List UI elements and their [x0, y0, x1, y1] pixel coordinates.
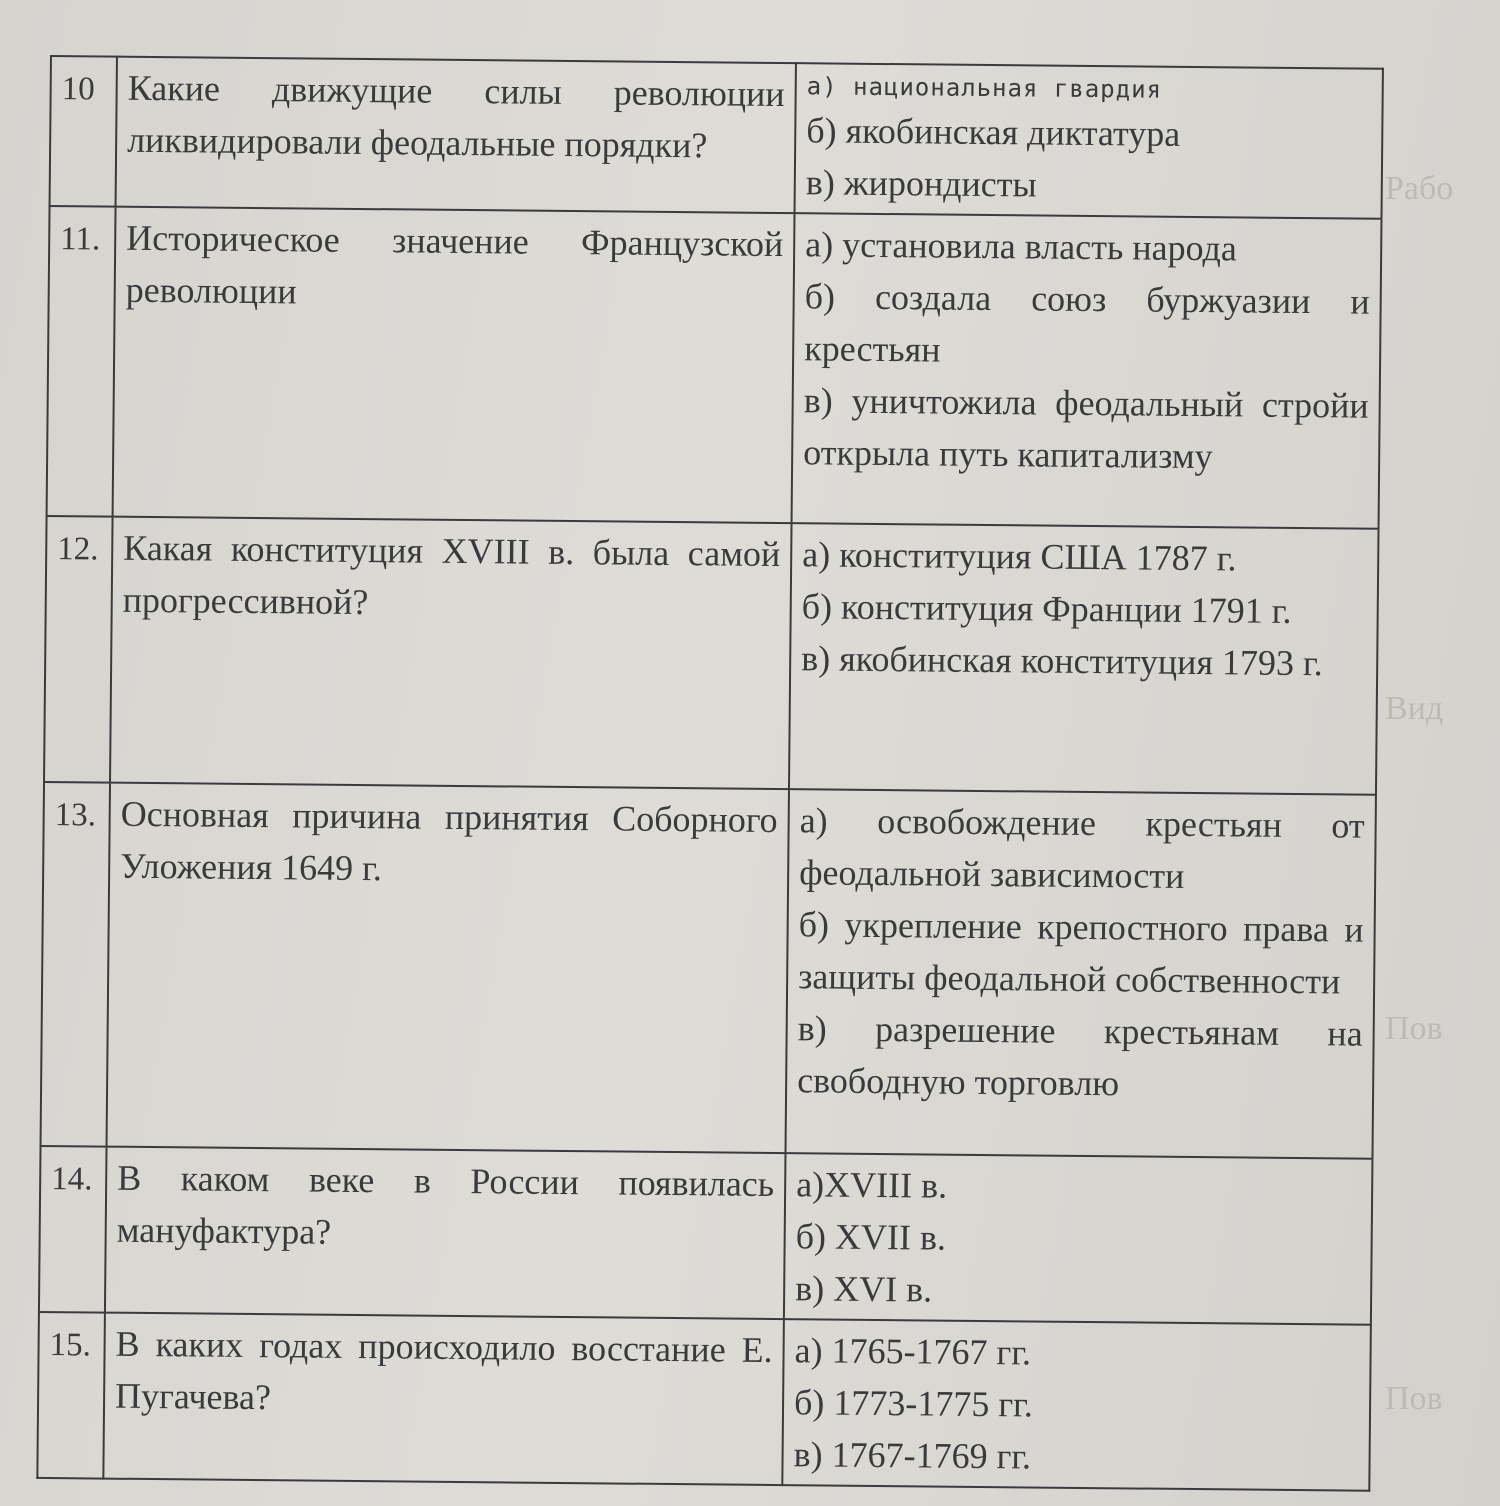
- answer-options: [792, 213, 1382, 529]
- answer-option: б) 1773-1775 гг.: [793, 1382, 1034, 1425]
- table-row: [39, 1146, 1373, 1325]
- answer-option: в) XVI в.: [795, 1268, 933, 1310]
- question-number: 14.: [39, 1146, 107, 1313]
- question-number: 12.: [44, 516, 113, 783]
- question-text: Какие движущие силы революции ликвидировали феодальные порядки?: [116, 57, 796, 214]
- question-text: В каких годах происходило восстание Е. Пугачева?: [103, 1313, 784, 1486]
- table-row: [47, 206, 1382, 529]
- answer-option: а) конституция США 1787 г.: [802, 534, 1237, 579]
- answer-option: в) 1767-1769 гг.: [793, 1434, 1032, 1477]
- table-row: [50, 56, 1383, 219]
- answer-option: б) якобинская диктатура: [806, 110, 1181, 154]
- question-number: 10: [50, 56, 117, 207]
- table-row: [44, 516, 1378, 795]
- answer-options: [782, 1319, 1371, 1491]
- answer-option: а) национальная гвардия: [806, 72, 1163, 104]
- answer-option: а)XVIII в.: [796, 1164, 948, 1206]
- question-number: 15.: [37, 1312, 105, 1479]
- answer-option: б) XVII в.: [795, 1216, 947, 1258]
- answer-option: а) освобождение крестьян от феодальной зависимости: [798, 800, 1365, 896]
- answer-options: [785, 789, 1375, 1159]
- table-row: [37, 1312, 1371, 1491]
- answer-options: [789, 523, 1379, 795]
- answer-option: а) 1765-1767 гг.: [794, 1330, 1032, 1373]
- bleed-through-text: Пов: [1385, 1380, 1443, 1417]
- answer-option: б) конституция Франции 1791 г.: [801, 586, 1292, 631]
- quiz-table: [36, 55, 1384, 1492]
- answer-option: в) разрешение крестьянам на свободную торговлю: [797, 1008, 1363, 1104]
- question-text: Историческое значение Французской революции: [113, 207, 795, 524]
- question-number: 11.: [47, 206, 116, 517]
- answer-options: [795, 63, 1383, 219]
- bleed-through-text: Пов: [1385, 1010, 1443, 1047]
- question-number: 13.: [41, 782, 110, 1147]
- answer-option: б) укрепление крепостного права и защиты феодальной собственности: [797, 904, 1364, 1002]
- answer-option: в) жирондисты: [805, 162, 1037, 205]
- answer-option: а) установила власть народа: [805, 224, 1238, 269]
- table-row: [41, 782, 1376, 1159]
- answer-option: б) создала союз буржуазии и крестьян: [804, 276, 1370, 370]
- question-text: Основная причина принятия Соборного Уложения 1649 г.: [107, 783, 789, 1154]
- answer-options: [784, 1153, 1373, 1325]
- bleed-through-text: Вид: [1385, 690, 1444, 727]
- answer-option: в) уничтожила феодальный стройи открыла путь капитализму: [803, 380, 1369, 477]
- question-text: В каком веке в России появилась мануфактура?: [105, 1147, 786, 1320]
- bleed-through-text: Рабо: [1385, 170, 1454, 207]
- answer-option: в) якобинская конституция 1793 г.: [801, 638, 1323, 684]
- question-text: Какая конституция XVIII в. была самой прогрессивной?: [110, 517, 792, 790]
